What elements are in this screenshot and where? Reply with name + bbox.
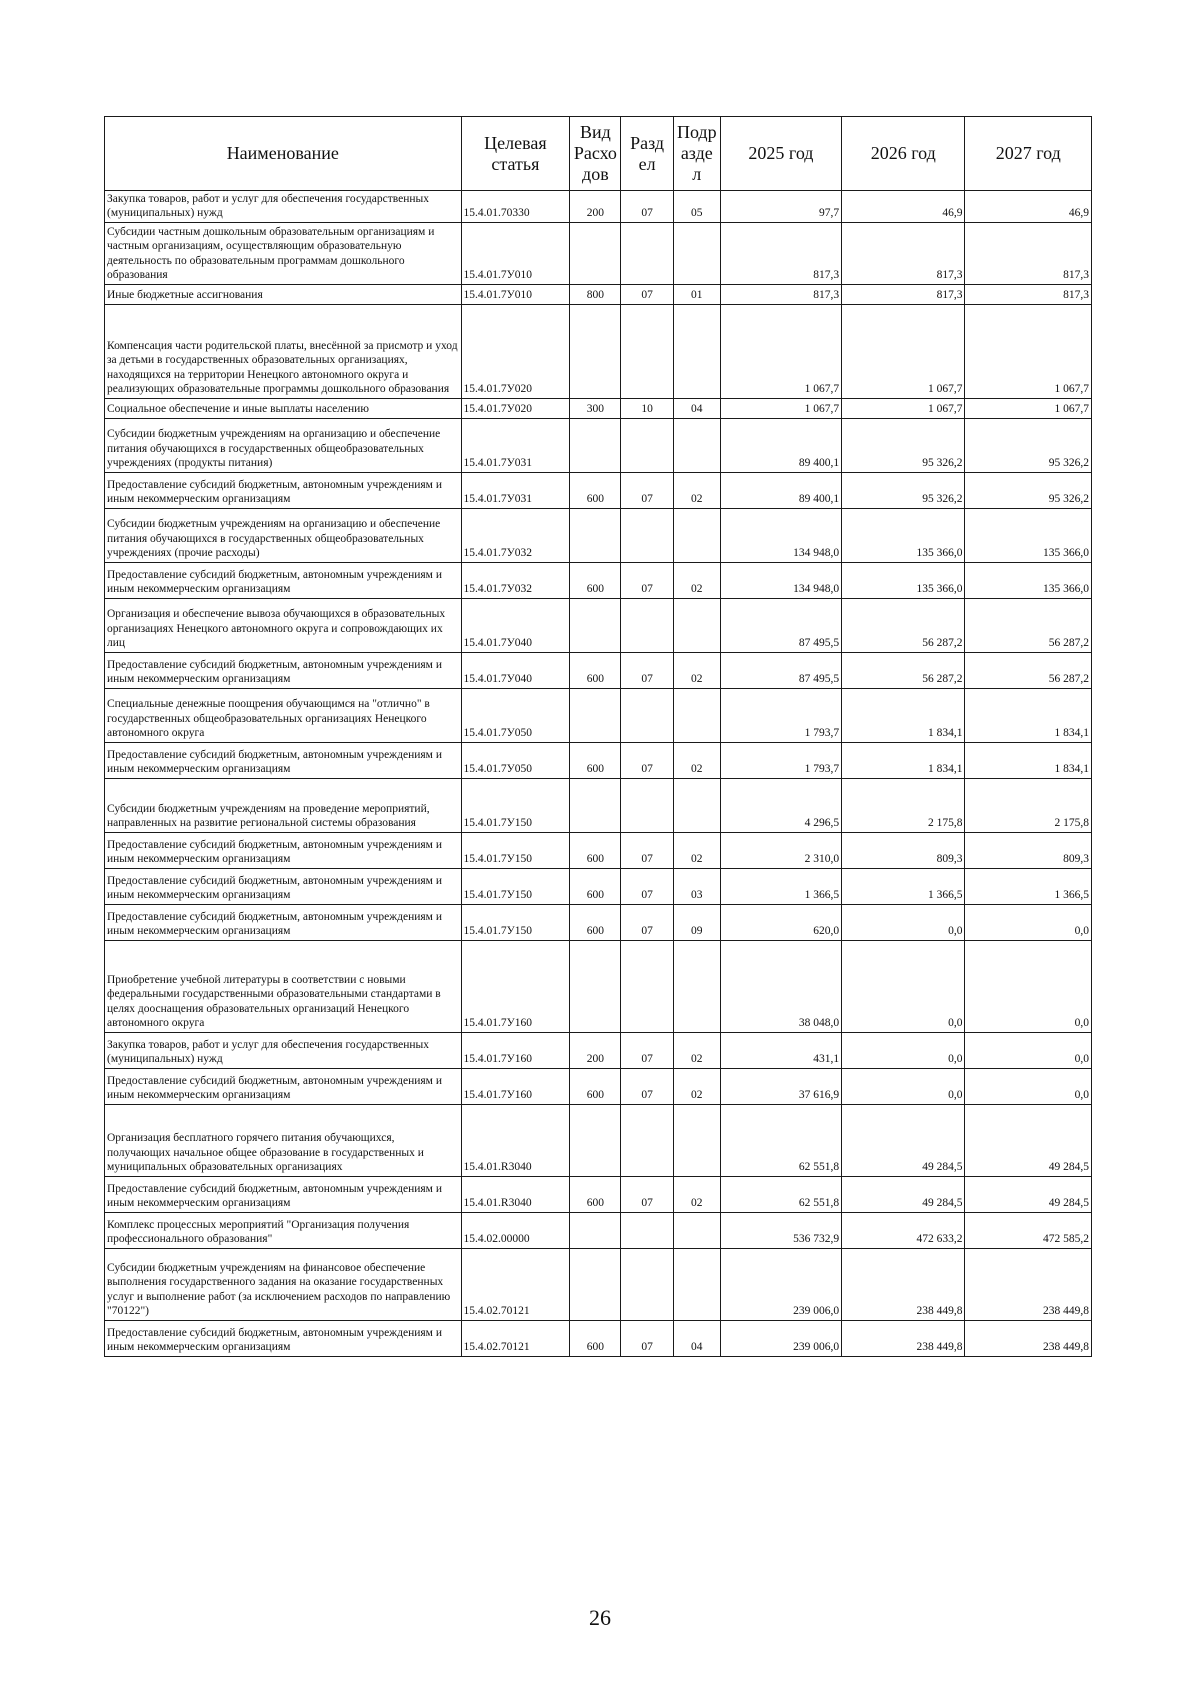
row-subsection-cell (673, 599, 720, 653)
table-row (105, 563, 1092, 599)
row-target-cell: 15.4.01.7У020 (461, 399, 570, 419)
row-subsection-cell: 02 (673, 653, 720, 689)
row-expense-type-cell: 600 (570, 653, 621, 689)
row-name-cell: Предоставление субсидий бюджетным, автономным учреждениям и иным некоммерческим организациям (105, 869, 462, 905)
row-section-cell: 07 (621, 1033, 673, 1069)
table-header-row (105, 117, 1092, 191)
table-row (105, 869, 1092, 905)
row-2027-cell: 49 284,5 (965, 1177, 1092, 1213)
row-subsection-cell: 09 (673, 905, 720, 941)
row-target-cell: 15.4.01.7У040 (461, 599, 570, 653)
row-2026-cell: 1 834,1 (842, 689, 965, 743)
row-target-cell: 15.4.02.70121 (461, 1249, 570, 1321)
row-2026-cell: 0,0 (842, 941, 965, 1033)
row-target-cell: 15.4.01.7У040 (461, 653, 570, 689)
row-target-cell: 15.4.01.7У032 (461, 563, 570, 599)
table-body (105, 191, 1092, 1357)
row-name-cell: Субсидии частным дошкольным образовательным организациям и частным организациям, осуществляющим образовательную деятельность по образовательным программам дошкольного образования (105, 223, 462, 285)
row-2025-cell: 62 551,8 (720, 1177, 841, 1213)
table-row (105, 833, 1092, 869)
row-subsection-cell (673, 779, 720, 833)
row-expense-type-cell: 600 (570, 473, 621, 509)
row-2025-cell: 2 310,0 (720, 833, 841, 869)
row-2026-cell: 1 834,1 (842, 743, 965, 779)
row-name-cell: Предоставление субсидий бюджетным, автономным учреждениям и иным некоммерческим организациям (105, 905, 462, 941)
row-2025-cell: 1 793,7 (720, 743, 841, 779)
row-expense-type-cell: 600 (570, 905, 621, 941)
row-name-cell: Предоставление субсидий бюджетным, автономным учреждениям и иным некоммерческим организациям (105, 563, 462, 599)
row-2026-cell: 95 326,2 (842, 473, 965, 509)
row-expense-type-cell: 600 (570, 869, 621, 905)
row-subsection-cell (673, 305, 720, 399)
row-name-cell: Закупка товаров, работ и услуг для обеспечения государственных (муниципальных) нужд (105, 191, 462, 223)
row-2026-cell: 49 284,5 (842, 1105, 965, 1177)
row-section-cell: 07 (621, 473, 673, 509)
row-2025-cell: 1 366,5 (720, 869, 841, 905)
row-subsection-cell: 01 (673, 285, 720, 305)
row-2026-cell: 472 633,2 (842, 1213, 965, 1249)
row-2026-cell: 1 067,7 (842, 305, 965, 399)
row-2027-cell: 472 585,2 (965, 1213, 1092, 1249)
row-2027-cell: 56 287,2 (965, 599, 1092, 653)
row-2025-cell: 37 616,9 (720, 1069, 841, 1105)
row-2027-cell: 95 326,2 (965, 419, 1092, 473)
row-2027-cell: 1 834,1 (965, 743, 1092, 779)
row-2027-cell: 49 284,5 (965, 1105, 1092, 1177)
row-name-cell: Предоставление субсидий бюджетным, автономным учреждениям и иным некоммерческим организациям (105, 833, 462, 869)
row-target-cell: 15.4.01.7У010 (461, 285, 570, 305)
row-name-cell: Субсидии бюджетным учреждениям на организацию и обеспечение питания обучающихся в государственных общеобразовательных учреждениях (продукты питания) (105, 419, 462, 473)
row-2027-cell: 1 067,7 (965, 305, 1092, 399)
table-row (105, 419, 1092, 473)
row-section-cell (621, 599, 673, 653)
row-2025-cell: 38 048,0 (720, 941, 841, 1033)
table-row (105, 305, 1092, 399)
header-subsection: Подр азде л (673, 117, 720, 191)
row-subsection-cell: 02 (673, 563, 720, 599)
row-target-cell: 15.4.01.7У150 (461, 905, 570, 941)
row-expense-type-cell: 600 (570, 1069, 621, 1105)
table-row (105, 1033, 1092, 1069)
row-2027-cell: 0,0 (965, 1033, 1092, 1069)
row-2025-cell: 620,0 (720, 905, 841, 941)
row-section-cell: 07 (621, 743, 673, 779)
row-2025-cell: 89 400,1 (720, 473, 841, 509)
row-2026-cell: 46,9 (842, 191, 965, 223)
row-section-cell (621, 419, 673, 473)
row-2025-cell: 97,7 (720, 191, 841, 223)
row-target-cell: 15.4.01.7У160 (461, 1069, 570, 1105)
table-row (105, 653, 1092, 689)
row-name-cell: Субсидии бюджетным учреждениям на организацию и обеспечение питания обучающихся в государственных общеобразовательных учреждениях (прочие расходы) (105, 509, 462, 563)
row-subsection-cell (673, 509, 720, 563)
row-2025-cell: 62 551,8 (720, 1105, 841, 1177)
row-target-cell: 15.4.01.7У032 (461, 509, 570, 563)
table-row (105, 473, 1092, 509)
row-expense-type-cell (570, 509, 621, 563)
row-target-cell: 15.4.01.7У150 (461, 869, 570, 905)
row-2026-cell: 95 326,2 (842, 419, 965, 473)
row-target-cell: 15.4.01.7У020 (461, 305, 570, 399)
row-expense-type-cell (570, 779, 621, 833)
row-section-cell (621, 1213, 673, 1249)
row-2025-cell: 817,3 (720, 223, 841, 285)
row-section-cell: 07 (621, 563, 673, 599)
row-section-cell (621, 223, 673, 285)
header-section: Разд ел (621, 117, 673, 191)
row-name-cell: Предоставление субсидий бюджетным, автономным учреждениям и иным некоммерческим организациям (105, 1069, 462, 1105)
row-subsection-cell (673, 1213, 720, 1249)
row-target-cell: 15.4.01.7У160 (461, 1033, 570, 1069)
row-2025-cell: 87 495,5 (720, 653, 841, 689)
budget-table (104, 116, 1092, 1357)
row-expense-type-cell (570, 689, 621, 743)
row-expense-type-cell (570, 1213, 621, 1249)
row-2027-cell: 238 449,8 (965, 1249, 1092, 1321)
row-section-cell: 07 (621, 1069, 673, 1105)
row-2026-cell: 135 366,0 (842, 563, 965, 599)
row-name-cell: Иные бюджетные ассигнования (105, 285, 462, 305)
row-subsection-cell (673, 419, 720, 473)
row-2025-cell: 817,3 (720, 285, 841, 305)
row-2025-cell: 134 948,0 (720, 563, 841, 599)
row-expense-type-cell (570, 941, 621, 1033)
row-2027-cell: 135 366,0 (965, 563, 1092, 599)
row-name-cell: Предоставление субсидий бюджетным, автономным учреждениям и иным некоммерческим организациям (105, 743, 462, 779)
row-2026-cell: 49 284,5 (842, 1177, 965, 1213)
row-2025-cell: 134 948,0 (720, 509, 841, 563)
row-subsection-cell: 02 (673, 1177, 720, 1213)
row-2025-cell: 239 006,0 (720, 1321, 841, 1357)
row-target-cell: 15.4.01.70330 (461, 191, 570, 223)
row-target-cell: 15.4.01.7У031 (461, 419, 570, 473)
row-subsection-cell: 02 (673, 1033, 720, 1069)
row-target-cell: 15.4.01.7У010 (461, 223, 570, 285)
row-2026-cell: 1 366,5 (842, 869, 965, 905)
row-2025-cell: 4 296,5 (720, 779, 841, 833)
row-name-cell: Предоставление субсидий бюджетным, автономным учреждениям и иным некоммерческим организациям (105, 473, 462, 509)
row-name-cell: Организация бесплатного горячего питания обучающихся, получающих начальное общее образование в государственных и муниципальных образовательных организациях (105, 1105, 462, 1177)
row-name-cell: Приобретение учебной литературы в соответствии с новыми федеральными государственными образовательными стандартами в целях дооснащения образовательных организаций Ненецкого автономного округа (105, 941, 462, 1033)
row-target-cell: 15.4.01.R3040 (461, 1105, 570, 1177)
table-row (105, 1177, 1092, 1213)
table-row (105, 1249, 1092, 1321)
row-expense-type-cell (570, 599, 621, 653)
row-expense-type-cell (570, 305, 621, 399)
row-expense-type-cell: 600 (570, 743, 621, 779)
page-number: 26 (589, 1605, 611, 1630)
row-section-cell (621, 779, 673, 833)
row-expense-type-cell (570, 419, 621, 473)
row-name-cell: Предоставление субсидий бюджетным, автономным учреждениям и иным некоммерческим организациям (105, 653, 462, 689)
row-section-cell (621, 305, 673, 399)
row-subsection-cell (673, 223, 720, 285)
row-section-cell (621, 509, 673, 563)
table-row (105, 191, 1092, 223)
row-target-cell: 15.4.02.00000 (461, 1213, 570, 1249)
table-row (105, 779, 1092, 833)
row-2027-cell: 135 366,0 (965, 509, 1092, 563)
row-name-cell: Субсидии бюджетным учреждениям на проведение мероприятий, направленных на развитие региональной системы образования (105, 779, 462, 833)
row-section-cell: 07 (621, 1321, 673, 1357)
row-section-cell: 07 (621, 869, 673, 905)
row-expense-type-cell: 300 (570, 399, 621, 419)
row-2027-cell: 238 449,8 (965, 1321, 1092, 1357)
table-row (105, 1069, 1092, 1105)
row-2026-cell: 0,0 (842, 1033, 965, 1069)
row-2027-cell: 817,3 (965, 223, 1092, 285)
row-2026-cell: 56 287,2 (842, 599, 965, 653)
table-row (105, 743, 1092, 779)
row-2026-cell: 56 287,2 (842, 653, 965, 689)
row-name-cell: Организация и обеспечение вывоза обучающихся в образовательных организациях Ненецкого автономного округа и сопровождающих их лиц (105, 599, 462, 653)
row-name-cell: Специальные денежные поощрения обучающимся на "отлично" в государственных общеобразовательных организациях Ненецкого автономного округа (105, 689, 462, 743)
row-section-cell: 07 (621, 1177, 673, 1213)
row-2027-cell: 1 067,7 (965, 399, 1092, 419)
row-expense-type-cell: 600 (570, 1321, 621, 1357)
row-section-cell: 10 (621, 399, 673, 419)
row-2025-cell: 431,1 (720, 1033, 841, 1069)
row-2027-cell: 2 175,8 (965, 779, 1092, 833)
row-subsection-cell: 02 (673, 1069, 720, 1105)
row-subsection-cell: 04 (673, 399, 720, 419)
row-2027-cell: 0,0 (965, 905, 1092, 941)
row-2026-cell: 0,0 (842, 1069, 965, 1105)
row-2027-cell: 817,3 (965, 285, 1092, 305)
row-2026-cell: 0,0 (842, 905, 965, 941)
row-expense-type-cell: 600 (570, 563, 621, 599)
row-target-cell: 15.4.01.7У160 (461, 941, 570, 1033)
row-target-cell: 15.4.01.R3040 (461, 1177, 570, 1213)
row-2025-cell: 87 495,5 (720, 599, 841, 653)
table-row (105, 1321, 1092, 1357)
row-expense-type-cell (570, 1249, 621, 1321)
row-name-cell: Предоставление субсидий бюджетным, автономным учреждениям и иным некоммерческим организациям (105, 1321, 462, 1357)
table-row (105, 599, 1092, 653)
row-2027-cell: 809,3 (965, 833, 1092, 869)
table-row (105, 399, 1092, 419)
row-name-cell: Социальное обеспечение и иные выплаты населению (105, 399, 462, 419)
table-row (105, 223, 1092, 285)
row-2025-cell: 536 732,9 (720, 1213, 841, 1249)
row-2026-cell: 238 449,8 (842, 1249, 965, 1321)
row-2027-cell: 46,9 (965, 191, 1092, 223)
table-row (105, 1105, 1092, 1177)
header-year-2026: 2026 год (842, 117, 965, 191)
row-target-cell: 15.4.01.7У150 (461, 833, 570, 869)
row-section-cell (621, 1105, 673, 1177)
row-2027-cell: 0,0 (965, 941, 1092, 1033)
row-section-cell (621, 689, 673, 743)
table-row (105, 941, 1092, 1033)
row-target-cell: 15.4.01.7У031 (461, 473, 570, 509)
row-subsection-cell (673, 1249, 720, 1321)
row-expense-type-cell: 600 (570, 1177, 621, 1213)
row-expense-type-cell: 200 (570, 1033, 621, 1069)
row-expense-type-cell: 600 (570, 833, 621, 869)
row-subsection-cell (673, 1105, 720, 1177)
row-expense-type-cell (570, 1105, 621, 1177)
row-target-cell: 15.4.01.7У150 (461, 779, 570, 833)
row-section-cell: 07 (621, 833, 673, 869)
row-2027-cell: 95 326,2 (965, 473, 1092, 509)
row-2027-cell: 0,0 (965, 1069, 1092, 1105)
row-name-cell: Субсидии бюджетным учреждениям на финансовое обеспечение выполнения государственного задания на оказание государственных услуг и выполнение работ (за исключением расходов по направлению "70122") (105, 1249, 462, 1321)
row-target-cell: 15.4.01.7У050 (461, 743, 570, 779)
row-2025-cell: 239 006,0 (720, 1249, 841, 1321)
row-expense-type-cell (570, 223, 621, 285)
row-2026-cell: 2 175,8 (842, 779, 965, 833)
table-row (105, 285, 1092, 305)
row-2025-cell: 1 067,7 (720, 399, 841, 419)
row-2026-cell: 135 366,0 (842, 509, 965, 563)
row-2026-cell: 817,3 (842, 285, 965, 305)
row-subsection-cell (673, 689, 720, 743)
row-subsection-cell: 04 (673, 1321, 720, 1357)
row-subsection-cell: 02 (673, 833, 720, 869)
row-name-cell: Компенсация части родительской платы, внесённой за присмотр и уход за детьми в государственных образовательных организациях, находящихся на территории Ненецкого автономного округа и реализующих образовательные программы дошкольного образования (105, 305, 462, 399)
table-row (105, 1213, 1092, 1249)
row-target-cell: 15.4.01.7У050 (461, 689, 570, 743)
row-2026-cell: 1 067,7 (842, 399, 965, 419)
row-2026-cell: 817,3 (842, 223, 965, 285)
row-expense-type-cell: 800 (570, 285, 621, 305)
header-target: Целевая статья (461, 117, 570, 191)
row-subsection-cell: 05 (673, 191, 720, 223)
row-2027-cell: 1 834,1 (965, 689, 1092, 743)
row-section-cell: 07 (621, 191, 673, 223)
row-section-cell (621, 941, 673, 1033)
table-row (105, 905, 1092, 941)
row-name-cell: Предоставление субсидий бюджетным, автономным учреждениям и иным некоммерческим организациям (105, 1177, 462, 1213)
row-subsection-cell: 03 (673, 869, 720, 905)
row-section-cell: 07 (621, 905, 673, 941)
table-row (105, 689, 1092, 743)
row-expense-type-cell: 200 (570, 191, 621, 223)
row-subsection-cell: 02 (673, 743, 720, 779)
row-section-cell: 07 (621, 285, 673, 305)
row-section-cell: 07 (621, 653, 673, 689)
row-2026-cell: 238 449,8 (842, 1321, 965, 1357)
row-2026-cell: 809,3 (842, 833, 965, 869)
row-name-cell: Комплекс процессных мероприятий "Организация получения профессионального образования" (105, 1213, 462, 1249)
table-row (105, 509, 1092, 563)
row-2025-cell: 89 400,1 (720, 419, 841, 473)
row-section-cell (621, 1249, 673, 1321)
header-year-2025: 2025 год (720, 117, 841, 191)
row-subsection-cell: 02 (673, 473, 720, 509)
row-target-cell: 15.4.02.70121 (461, 1321, 570, 1357)
row-2027-cell: 56 287,2 (965, 653, 1092, 689)
row-2027-cell: 1 366,5 (965, 869, 1092, 905)
header-expense-type: Вид Расхо дов (570, 117, 621, 191)
header-name: Наименование (105, 117, 462, 191)
header-year-2027: 2027 год (965, 117, 1092, 191)
row-2025-cell: 1 067,7 (720, 305, 841, 399)
row-name-cell: Закупка товаров, работ и услуг для обеспечения государственных (муниципальных) нужд (105, 1033, 462, 1069)
row-2025-cell: 1 793,7 (720, 689, 841, 743)
row-subsection-cell (673, 941, 720, 1033)
